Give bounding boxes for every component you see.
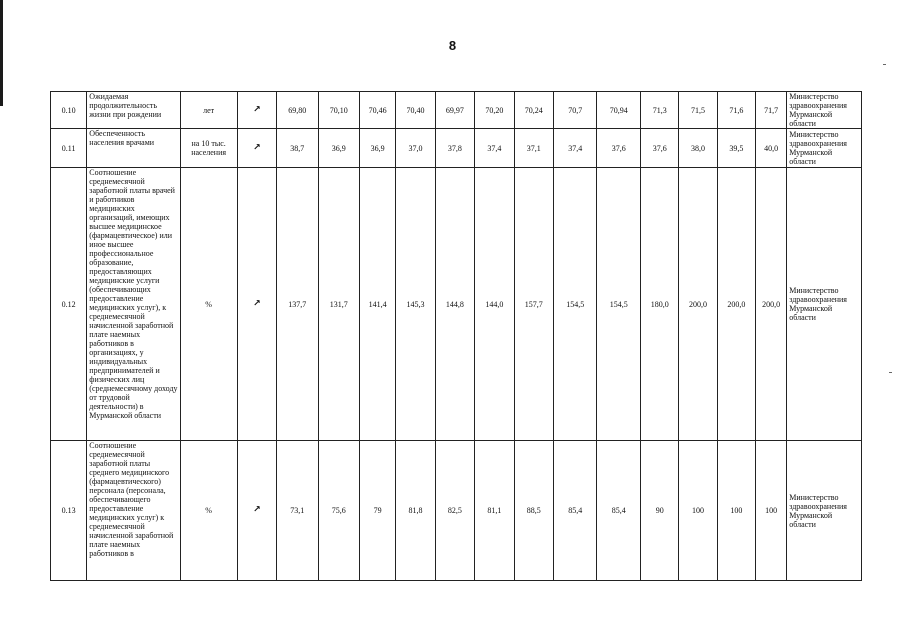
indicators-table: [50, 91, 862, 581]
value-cell: 200,0: [679, 168, 717, 441]
value-cell: 36,9: [318, 129, 359, 168]
indicator-name: Соотношение среднемесячной заработной платы среднего медицинского (фармацевтического) персонала (персонала, обеспечивающего предоставление медицинских услуг) к среднемесячной начисленной заработной плате наемных работников в: [87, 441, 180, 581]
value-cell: 141,4: [360, 168, 396, 441]
value-cell: 145,3: [396, 168, 435, 441]
value-cell: 81,1: [475, 441, 514, 581]
value-cell: 144,8: [435, 168, 474, 441]
value-cell: 36,9: [360, 129, 396, 168]
value-cell: 79: [360, 441, 396, 581]
value-cell: 70,94: [597, 92, 641, 129]
table-row: [51, 168, 862, 441]
value-cell: 70,7: [553, 92, 597, 129]
scan-edge-mark: [0, 0, 3, 106]
value-cell: 38,7: [277, 129, 318, 168]
value-cell: 200,0: [717, 168, 755, 441]
value-cell: 69,80: [277, 92, 318, 129]
value-cell: 81,8: [396, 441, 435, 581]
trend-arrow-icon: ↗: [237, 92, 276, 129]
row-number: 0.13: [51, 441, 87, 581]
value-cell: 37,6: [641, 129, 679, 168]
unit-cell: %: [180, 441, 237, 581]
value-cell: 37,1: [514, 129, 553, 168]
value-cell: 37,0: [396, 129, 435, 168]
value-cell: 144,0: [475, 168, 514, 441]
value-cell: 71,3: [641, 92, 679, 129]
value-cell: 85,4: [553, 441, 597, 581]
trend-arrow-icon: ↗: [237, 441, 276, 581]
table-row: [51, 441, 862, 581]
value-cell: 71,5: [679, 92, 717, 129]
value-cell: 70,24: [514, 92, 553, 129]
value-cell: 73,1: [277, 441, 318, 581]
table-row: [51, 92, 862, 129]
responsible-org: Министерство здравоохранения Мурманской области: [787, 168, 862, 441]
value-cell: 131,7: [318, 168, 359, 441]
value-cell: 37,4: [553, 129, 597, 168]
value-cell: 70,40: [396, 92, 435, 129]
value-cell: 37,6: [597, 129, 641, 168]
unit-cell: лет: [180, 92, 237, 129]
responsible-org: Министерство здравоохранения Мурманской области: [787, 441, 862, 581]
value-cell: 37,8: [435, 129, 474, 168]
unit-cell: %: [180, 168, 237, 441]
value-cell: 70,20: [475, 92, 514, 129]
indicator-name: Обеспеченность населения врачами: [87, 129, 180, 168]
value-cell: 100: [717, 441, 755, 581]
value-cell: 71,6: [717, 92, 755, 129]
responsible-org: Министерство здравоохранения Мурманской области: [787, 92, 862, 129]
value-cell: 75,6: [318, 441, 359, 581]
value-cell: 38,0: [679, 129, 717, 168]
unit-cell: на 10 тыс. населения: [180, 129, 237, 168]
scan-speck: [883, 64, 886, 65]
responsible-org: Министерство здравоохранения Мурманской области: [787, 129, 862, 168]
indicator-name: Соотношение среднемесячной заработной платы врачей и работников медицинских организаций, имеющих высшее медицинское (фармацевтическое) или иное высшее профессиональное образование, предоставляющих медицинские услуги (обеспечивающих предоставление медицинских услуг), к среднемесячной начисленной заработной плате наемных работников в организациях, у индивидуальных предпринимателей и физических лиц (среднемесячному доходу от трудовой деятельности) в Мурманской области: [87, 168, 180, 441]
row-number: 0.12: [51, 168, 87, 441]
page-number: 8: [448, 38, 457, 53]
value-cell: 154,5: [597, 168, 641, 441]
value-cell: 69,97: [435, 92, 474, 129]
value-cell: 70,10: [318, 92, 359, 129]
value-cell: 100: [679, 441, 717, 581]
value-cell: 71,7: [756, 92, 787, 129]
value-cell: 200,0: [756, 168, 787, 441]
indicator-name: Ожидаемая продолжительность жизни при рождении: [87, 92, 180, 129]
value-cell: 82,5: [435, 441, 474, 581]
value-cell: 37,4: [475, 129, 514, 168]
value-cell: 39,5: [717, 129, 755, 168]
table-row: [51, 129, 862, 168]
value-cell: 85,4: [597, 441, 641, 581]
value-cell: 180,0: [641, 168, 679, 441]
value-cell: 154,5: [553, 168, 597, 441]
trend-arrow-icon: ↗: [237, 168, 276, 441]
value-cell: 157,7: [514, 168, 553, 441]
value-cell: 90: [641, 441, 679, 581]
value-cell: 40,0: [756, 129, 787, 168]
value-cell: 137,7: [277, 168, 318, 441]
value-cell: 88,5: [514, 441, 553, 581]
value-cell: 70,46: [360, 92, 396, 129]
scan-speck: [889, 372, 892, 373]
value-cell: 100: [756, 441, 787, 581]
trend-arrow-icon: ↗: [237, 129, 276, 168]
row-number: 0.10: [51, 92, 87, 129]
row-number: 0.11: [51, 129, 87, 168]
